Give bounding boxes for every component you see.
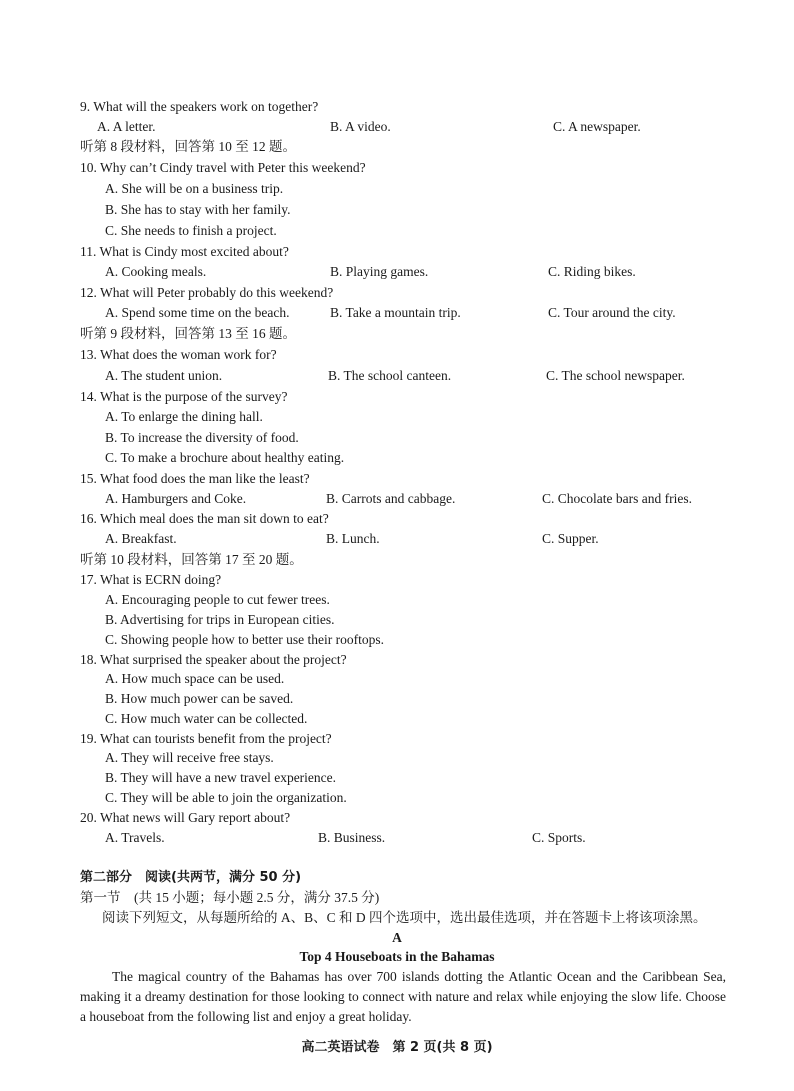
question-18-option-b: B. How much power can be saved.	[105, 691, 294, 706]
passage-paragraph: The magical country of the Bahamas has over 700 islands dotting the Atlantic Ocean and the Caribbean Sea, making it a dreamy destination for those looking to connect with nature and relax while enjoying the slow life. Choose a houseboat from the following list and enjoy a great holiday.	[80, 969, 726, 1024]
question-16-stem: 16. Which meal does the man sit down to eat?	[80, 511, 329, 526]
question-19-stem: 19. What can tourists benefit from the project?	[80, 731, 332, 746]
question-9-stem: 9. What will the speakers work on together?	[80, 99, 319, 114]
option-a: A. Cooking meals.	[105, 264, 207, 279]
reading-instruction: 阅读下列短文，从每题所给的 A、B、C 和 D 四个选项中，选出最佳选项，并在答题卡上将该项涂黑。	[102, 910, 707, 925]
option-a: A. Breakfast.	[105, 531, 177, 546]
listening-instruction-8: 听第 8 段材料，回答第 10 至 12 题。	[80, 139, 296, 154]
option-a: A. Travels.	[105, 830, 165, 845]
question-15-stem: 15. What food does the man like the least?	[80, 471, 310, 486]
page-footer: 高二英语试卷 第 2 页(共 8 页)	[301, 1040, 493, 1055]
question-13-stem: 13. What does the woman work for?	[80, 347, 277, 362]
option-b: B. A video.	[330, 119, 391, 134]
option-b: B. Take a mountain trip.	[330, 305, 461, 320]
option-a: A. Hamburgers and Coke.	[105, 491, 247, 506]
question-20-stem: 20. What news will Gary report about?	[80, 810, 291, 825]
question-11-options	[0, 262, 794, 282]
option-b: B. Carrots and cabbage.	[326, 491, 456, 506]
question-17-option-c: C. Showing people how to better use their rooftops.	[105, 632, 384, 647]
question-9-options	[0, 117, 794, 137]
question-10-option-b: B. She has to stay with her family.	[105, 202, 291, 217]
option-a: A. A letter.	[97, 119, 156, 134]
question-11-stem: 11. What is Cindy most excited about?	[80, 244, 289, 259]
passage-letter: A	[392, 930, 402, 945]
section-one-heading: 第一节 (共 15 小题；每小题 2.5 分，满分 37.5 分)	[80, 890, 380, 905]
question-17-option-b: B. Advertising for trips in European cities.	[105, 612, 335, 627]
option-c: C. Riding bikes.	[548, 264, 636, 279]
question-19-option-a: A. They will receive free stays.	[105, 750, 274, 765]
question-12-stem: 12. What will Peter probably do this weekend?	[80, 285, 334, 300]
question-18-stem: 18. What surprised the speaker about the project?	[80, 652, 347, 667]
question-14-option-a: A. To enlarge the dining hall.	[105, 409, 263, 424]
question-13-options	[0, 366, 794, 386]
question-17-stem: 17. What is ECRN doing?	[80, 572, 222, 587]
option-c: C. A newspaper.	[553, 119, 641, 134]
part-two-heading: 第二部分 阅读(共两节，满分 50 分)	[80, 870, 302, 885]
question-16-options	[0, 529, 794, 549]
listening-instruction-9: 听第 9 段材料，回答第 13 至 16 题。	[80, 326, 296, 341]
option-b: B. Business.	[318, 830, 386, 845]
question-14-stem: 14. What is the purpose of the survey?	[80, 389, 288, 404]
question-18-option-c: C. How much water can be collected.	[105, 711, 308, 726]
question-10-option-a: A. She will be on a business trip.	[105, 181, 284, 196]
option-b: B. Playing games.	[330, 264, 429, 279]
question-10-option-c: C. She needs to finish a project.	[105, 223, 277, 238]
question-17-option-a: A. Encouraging people to cut fewer trees.	[105, 592, 330, 607]
question-15-options	[0, 489, 794, 509]
option-c: C. The school newspaper.	[546, 368, 685, 383]
option-c: C. Tour around the city.	[548, 305, 676, 320]
question-14-option-c: C. To make a brochure about healthy eating.	[105, 450, 345, 465]
question-10-stem: 10. Why can’t Cindy travel with Peter this weekend?	[80, 160, 366, 175]
passage-title: Top 4 Houseboats in the Bahamas	[299, 949, 495, 964]
option-a: A. The student union.	[105, 368, 223, 383]
question-20-options	[0, 828, 794, 848]
question-18-option-a: A. How much space can be used.	[105, 671, 285, 686]
option-c: C. Supper.	[542, 531, 599, 546]
option-b: B. The school canteen.	[328, 368, 452, 383]
question-14-option-b: B. To increase the diversity of food.	[105, 430, 299, 445]
option-c: C. Sports.	[532, 830, 586, 845]
option-c: C. Chocolate bars and fries.	[542, 491, 692, 506]
option-a: A. Spend some time on the beach.	[105, 305, 290, 320]
question-19-option-b: B. They will have a new travel experience.	[105, 770, 337, 785]
question-19-option-c: C. They will be able to join the organization.	[105, 790, 347, 805]
option-b: B. Lunch.	[326, 531, 380, 546]
question-12-options	[0, 303, 794, 323]
listening-instruction-10: 听第 10 段材料，回答第 17 至 20 题。	[80, 552, 303, 567]
